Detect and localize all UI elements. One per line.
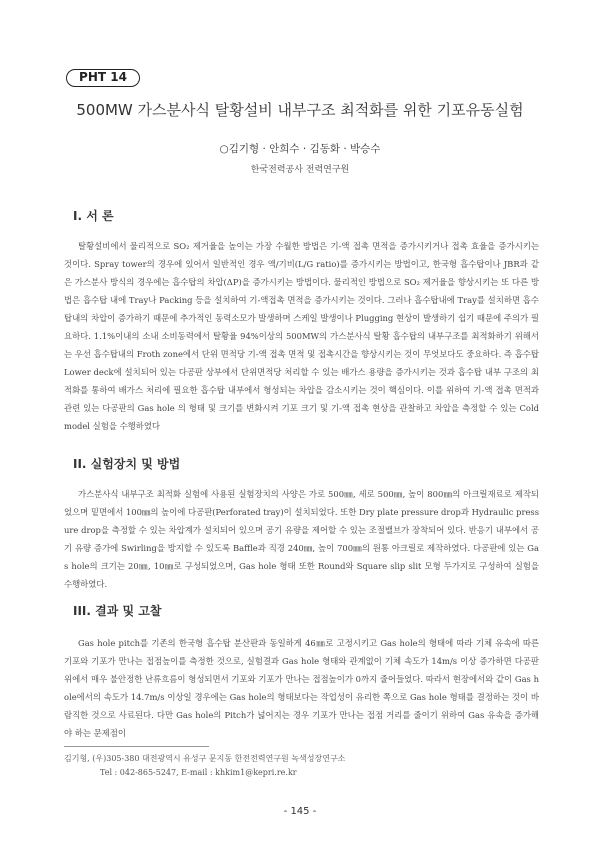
section-heading-introduction: I. 서 론 (73, 209, 114, 223)
author-list: ○김기형 · 안희수 · 김동화 · 박승수 (219, 143, 381, 155)
page-number: - 145 - (283, 806, 317, 817)
footnote-address: 김기형, (우)305-380 대전광역시 유성구 문지동 한전전력연구원 녹색성장연구소 (64, 754, 346, 763)
paper-title: 500MW 가스분사식 탈황설비 내부구조 최적화를 위한 기포유동실험 (76, 101, 524, 119)
section-paragraph-results: Gas hole pitch를 기존의 한국형 흡수탑 분산판과 동일하게 46㎜로 고정시키고 Gas hole의 형태에 따라 기체 유속에 따른 기포와 기포가 만나는 접점높이를 측정한 것으로, 실험결과 Gas hole 형태와 관계없이 기체 속도가 14m/s 이상 증가하면 다공판 위에서 매우 불안정한 난류흐름이 형성되면서 기포와 기포가 만나는 접점높이가 0까지 줄어들었다. 따라서 현장에서와 같이 Gas hole에서의 속도가 14.7m/s 이상일 경우에는 Gas hole의 형태보다는 작업성이 유리한 쪽으로 Gas hole 형태를 결정하는 것이 바람직한 것으로 사료된다. 다만 Gas hole의 Pitch가 넓어지는 경우 기포가 만나는 접점 거리를 줄이기 위하여 Gas 유속을 증가해야 하는 문제점이 (64, 638, 539, 738)
section-paragraph-introduction: 탈황설비에서 물리적으로 SO₂ 제거율을 높이는 가장 수월한 방법은 기-액 접촉 면적을 증가시키거나 접촉 효율을 증가시키는 것이다. Spray tower의 경우에 있어서 일반적인 경우 액/기비(L/G ratio)를 증가시키는 방법이고, 한국형 흡수탑이나 JBR과 같은 가스분사 방식의 경우에는 흡수탑의 차압(ΔP)을 증가시키는 방법이다. 물리적인 방법으로 SO₂ 제거율을 향상시키는 또 다른 방법은 흡수탑 내에 Tray나 Packing 등을 설치하여 기-액접촉 면적을 증가시키는 것이다. 그러나 흡수탑내에 Tray를 설치하면 흡수탑내의 차압이 증가하기 때문에 추가적인 동력소모가 발생하며 스케일 발생이나 Plugging 현상이 발생하기 쉽기 때문에 주의가 필요하다. 1.1%이내의 소내 소비동력에서 탈황율 94%이상의 500MW의 가스분사식 탈황 흡수탑의 내부구조를 최적화하기 위해서는 우선 흡수탑내의 Froth zone에서 단위 면적당 기-액 접촉 면적 및 접촉시간을 향상시키는 것이 무엇보다도 중요하다. 즉 흡수탑 Lower deck에 설치되어 있는 다공판 상부에서 단위면적당 처리할 수 있는 배가스 용량을 증가시키는 것과 흡수탑 내부 구조의 최적화를 통하여 배가스 처리에 필요한 흡수탑 내부에서 형성되는 차압을 감소시키는 것이 핵심이다. 이를 위하여 기-액 접촉 면적과 관련 있는 다공판의 Gas hole 의 형태 및 크기를 변화시켜 기포 크기 및 기-액 접촉 현상을 관찰하고 차압을 측정할 수 있는 Cold model 실험을 수행하였다 (64, 241, 539, 431)
section-heading-methods: II. 실험장치 및 방법 (73, 457, 181, 471)
footnote-divider (64, 746, 209, 747)
section-heading-results: III. 결과 및 고찰 (73, 604, 162, 618)
session-badge: PHT 14 (66, 69, 140, 87)
section-paragraph-methods: 가스분사식 내부구조 최적화 실험에 사용된 실험장치의 사양은 가로 500㎜, 세로 500㎜, 높이 800㎜의 아크릴재료로 제작되었으며 밑면에서 100㎜의 높이에 다공판(Perforated tray)이 설치되었다. 또한 Dry plate pressure drop과 Hydraulic pressure drop을 측정할 수 있는 차압계가 설치되어 있으며 공기 유량을 제어할 수 있는 조절밸브가 장착되어 있다. 반응기 내부에서 공기 유량 증가에 Swirling을 방지할 수 있도록 Baffle과 직경 240㎜, 높이 700㎜의 원통 아크릴로 제작하였다. 다공판에 있는 Gas hole의 크기는 20㎜, 10㎜로 구성되었으며, Gas hole 형태 또한 Round와 Square slip slit 모형 두가지로 구성하여 실험을 수행하였다. (64, 489, 539, 589)
footnote-contact: Tel : 042-865-5247, E-mail : khkim1@kepri.re.kr (100, 768, 297, 777)
affiliation: 한국전력공사 전력연구원 (250, 165, 350, 175)
